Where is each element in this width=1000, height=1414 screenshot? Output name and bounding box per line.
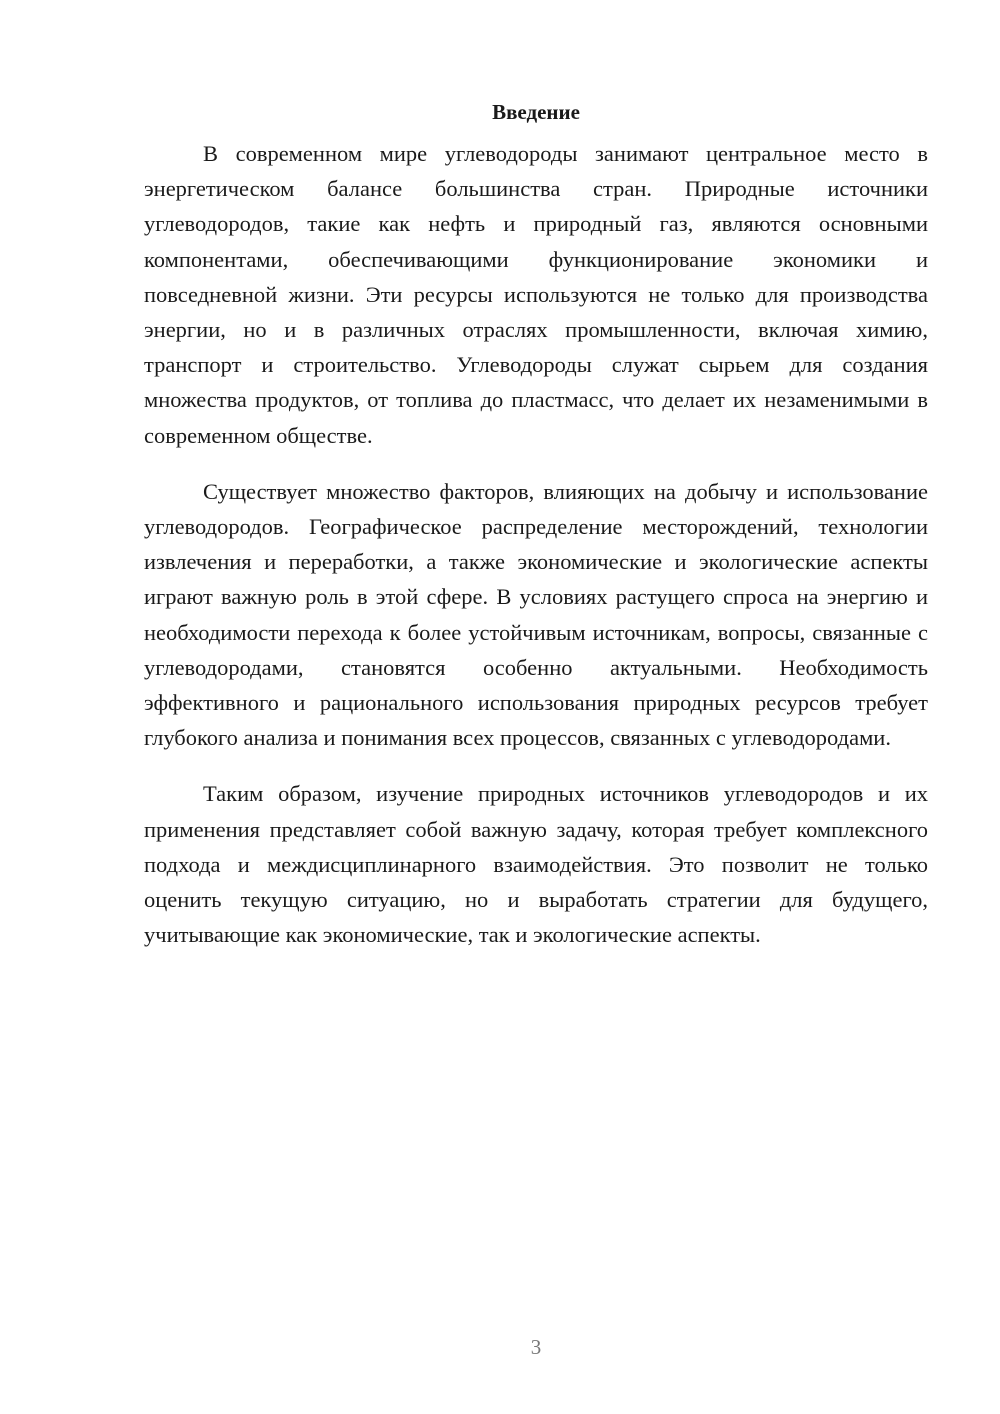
page-content: [144, 92, 928, 973]
section-heading: Введение: [492, 100, 580, 124]
paragraph-1: В современном мире углеводороды занимают центральное место в энергетическом балансе большинства стран. Природные источники углеводородов, такие как нефть и природный газ, являются основными компонентами, обеспечивающими функционирование экономики и повседневной жизни. Эти ресурсы используются не только для производства энергии, но и в различных отраслях промышленности, включая химию, транспорт и строительство. Углеводороды служат сырьем для создания множества продуктов, от топлива до пластмасс, что делает их незаменимыми в современном обществе.: [144, 141, 928, 448]
paragraph-2: Существует множество факторов, влияющих на добычу и использование углеводородов. Географическое распределение месторождений, технологии извлечения и переработки, а также экономические и экологические аспекты играют важную роль в этой сфере. В условиях растущего спроса на энергию и необходимости перехода к более устойчивым источникам, вопросы, связанные с углеводородами, становятся особенно актуальными. Необходимость эффективного и рационального использования природных ресурсов требует глубокого анализа и понимания всех процессов, связанных с углеводородами.: [144, 478, 928, 751]
page-number: 3: [530, 1335, 542, 1359]
paragraph-3: Таким образом, изучение природных источников углеводородов и их применения представляет собой важную задачу, которая требует комплексного подхода и междисциплинарного взаимодействия. Это позволит не только оценить текущую ситуацию, но и выработать стратегии для будущего, учитывающие как экономические, так и экологические аспекты.: [144, 781, 928, 948]
